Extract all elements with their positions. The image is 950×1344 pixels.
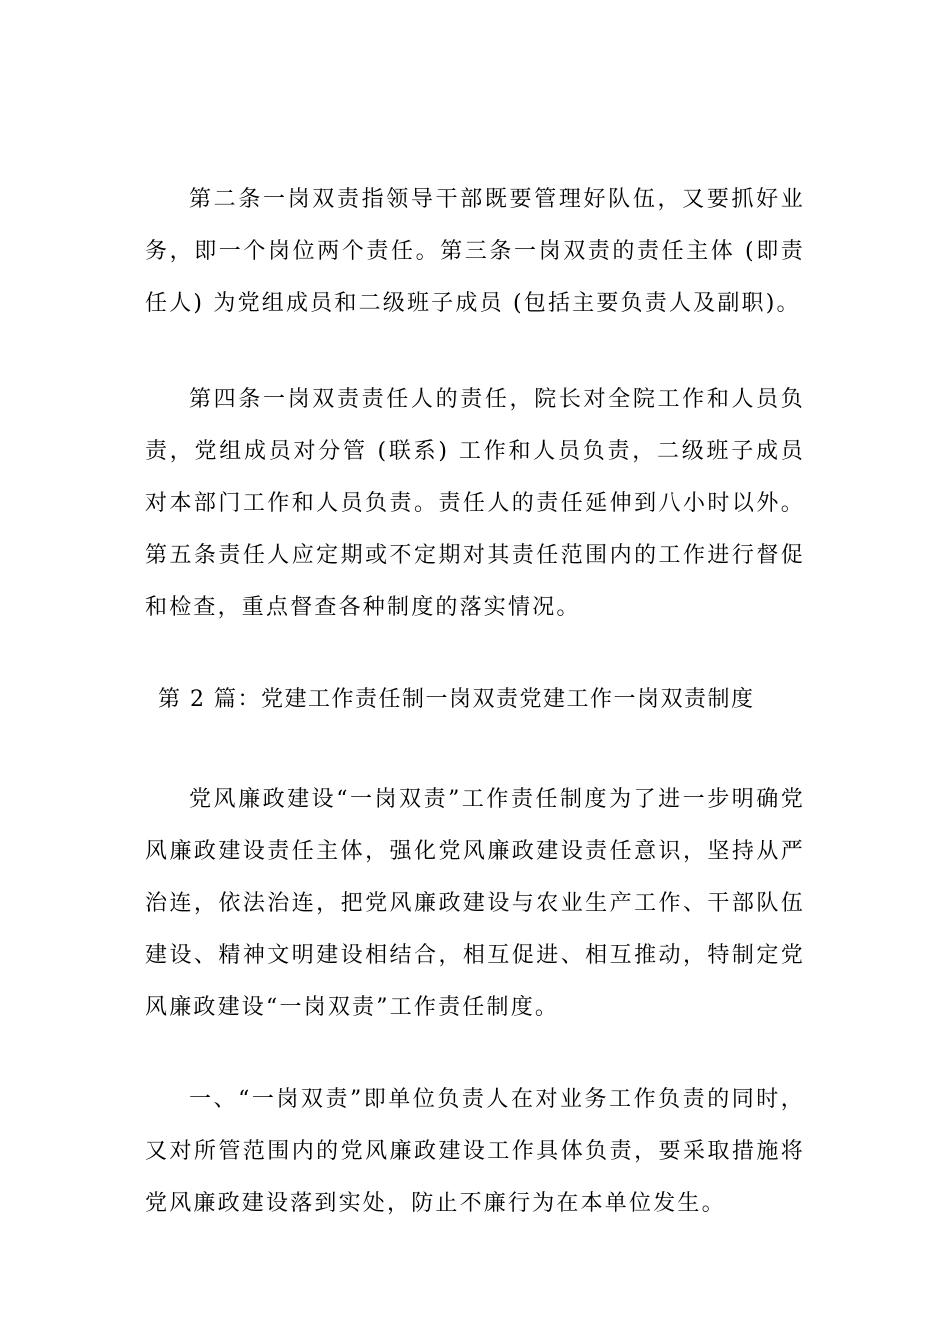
paragraph-item-1: 一、“一岗双责”即单位负责人在对业务工作负责的同时，又对所管范围内的党风廉政建设工作具体负责，要采取措施将党风廉政建设落到实处，防止不廉行为在本单位发生。 [145,1087,805,1216]
paragraph-article-4-5: 第四条一岗双责责任人的责任，院长对全院工作和人员负责，党组成员对分管 (联系) 工作和人员负责，二级班子成员对本部门工作和人员负责。责任人的责任延伸到八小时以外。第五条责任人应定期或不定期对其责任范围内的工作进行督促和检查，重点督查各种制度的落实情况。 [145,387,805,620]
paragraph-intro: 党风廉政建设“一岗双责”工作责任制度为了进一步明确党风廉政建设责任主体，强化党风廉政建设责任意识，坚持从严治连，依法治连，把党风廉政建设与农业生产工作、干部队伍建设、精神文明建设相结合，相互促进、相互推动，特制定党风廉政建设“一岗双责”工作责任制度。 [145,787,805,1020]
paragraph-article-2-3: 第二条一岗双责指领导干部既要管理好队伍，又要抓好业务，即一个岗位两个责任。第三条一岗双责的责任主体 (即责任人) 为党组成员和二级班子成员 (包括主要负责人及副职)。 [145,187,805,316]
section-heading: 第 2 篇：党建工作责任制一岗双责党建工作一岗双责制度 [158,687,755,712]
